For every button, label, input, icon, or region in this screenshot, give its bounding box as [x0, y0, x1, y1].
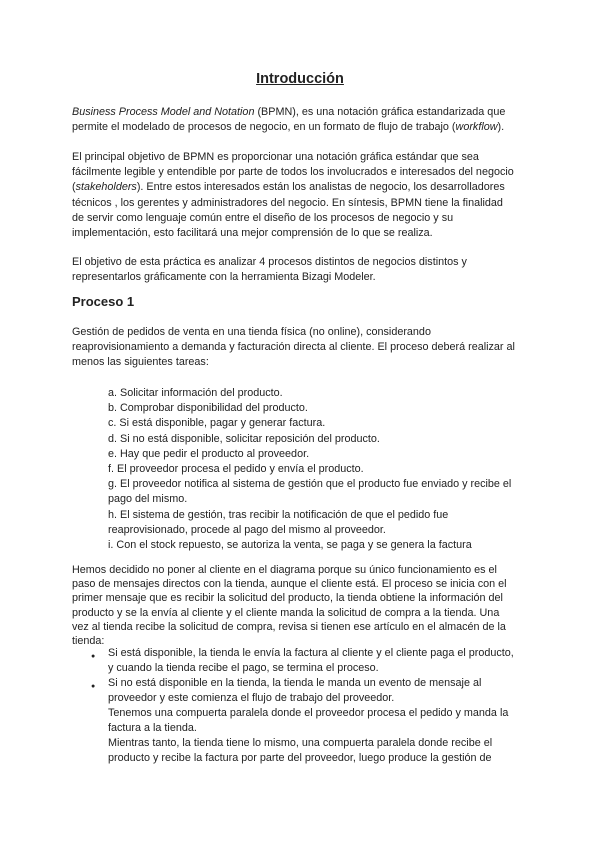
text-line: d. Si no está disponible, solicitar reposición del producto. — [108, 432, 380, 445]
text-line: fácilmente legible y entendible por parte de todos los involucrados e interesados del negocio — [72, 166, 514, 179]
text: ). — [497, 121, 505, 134]
text-line: representarlos gráficamente con la herramienta Bizagi Modeler. — [72, 271, 376, 284]
text-line: h. El sistema de gestión, tras recibir la notificación de que el pedido fue — [108, 508, 449, 521]
text-line: factura a la tienda. — [108, 722, 197, 734]
text-line: y cuando la tienda recibe el pago, se termina el proceso. — [108, 662, 379, 674]
proceso-description — [72, 325, 515, 371]
bullet-item — [91, 676, 514, 766]
text-line: g. El proveedor notifica al sistema de gestión que el producto fue enviado y recibe el — [108, 478, 512, 491]
text-line: paso de mensajes directos con la tienda, aunque el cliente está. El proceso se inicia con el — [72, 578, 507, 591]
text-line: e. Hay que pedir el producto al proveedor. — [108, 447, 310, 460]
explanation-paragraph — [72, 563, 507, 648]
text-line: f. El proveedor procesa el pedido y envía el producto. — [108, 463, 364, 476]
intro-paragraph-2 — [72, 150, 514, 241]
text-line: tienda: — [72, 635, 105, 648]
text-line: de servir como lenguaje común entre el diseño de los procesos de negocio y su — [72, 211, 454, 224]
text-line: b. Comprobar disponibilidad del producto. — [108, 402, 308, 415]
text-line: técnicos , los gerentes y administradores del negocio. En síntesis, BPMN tiene la finalidad — [72, 196, 503, 209]
text-line: a. Solicitar información del producto. — [108, 387, 283, 399]
intro-paragraph-1 — [72, 105, 505, 135]
section-heading-proceso-1: Proceso 1 — [72, 294, 135, 309]
text-line: El objetivo de esta práctica es analizar 4 procesos distintos de negocios distintos y — [72, 256, 467, 268]
text-line: Tenemos una compuerta paralela donde el proveedor procesa el pedido y manda la — [108, 707, 509, 719]
text: ). Entre estos interesados están los analistas de negocio, los desarrolladores — [136, 181, 505, 194]
text-line: Si está disponible, la tienda le envía la factura al cliente y el cliente paga el producto, — [108, 647, 514, 659]
task-list — [108, 386, 511, 553]
stakeholders-term: stakeholders — [75, 181, 137, 194]
text-line: proveedor y este comienza el flujo de trabajo del proveedor. — [108, 692, 395, 704]
text-line: Si no está disponible en la tienda, la tienda le manda un evento de mensaje al — [108, 677, 482, 689]
bpmn-term: Business Process Model and Notation — [72, 106, 255, 118]
text-line: producto y se la envía al cliente y el cliente manda la solicitud de compra a la tienda. Una — [72, 606, 500, 619]
text-line: El principal objetivo de BPMN es proporcionar una notación gráfica estándar que sea — [72, 151, 479, 163]
bullet-list — [91, 646, 514, 766]
text-line: i. Con el stock repuesto, se autoriza la venta, se paga y se genera la factura — [108, 539, 472, 552]
text-line: producto y recibe la factura por parte del proveedor, luego produce la gestión de — [108, 752, 492, 764]
page-title: Introducción — [256, 71, 344, 87]
text-line: implementación, esto facilitará una mejor comprensión de lo que se realiza. — [72, 227, 433, 240]
text-line: reaprovisionado, procede al pago del mismo al proveedor. — [108, 523, 386, 536]
text-line: vez al tienda recibe la solicitud de compra, revisa si tienen ese artículo en el almacén de la — [72, 620, 506, 633]
workflow-term: workflow — [455, 121, 498, 134]
text-line: Mientras tanto, la tienda tiene lo mismo, una compuerta paralela donde recibe el — [108, 737, 493, 749]
text-line: pago del mismo. — [108, 493, 188, 506]
text: ( — [72, 181, 76, 194]
text-line: primer mensaje que es recibir la solicitud del producto, la tienda obtiene la información del — [72, 592, 503, 605]
text-line: reaprovisionamiento a demanda y facturación directa al cliente. El proceso deberá realizar al — [72, 341, 515, 354]
bullet-icon: ● — [91, 653, 96, 660]
text-line: menos las siguientes tareas: — [72, 356, 209, 369]
bullet-item — [91, 646, 514, 676]
text-line: Gestión de pedidos de venta en una tienda física (no online), considerando — [72, 326, 431, 338]
bullet-icon: ● — [91, 683, 96, 690]
text: (BPMN), es una notación gráfica estandarizada que — [254, 106, 506, 118]
text-line: c. Si está disponible, pagar y generar factura. — [108, 417, 326, 430]
text: permite el modelado de procesos de negocio, en un formato de flujo de trabajo ( — [72, 121, 456, 134]
text-line: Hemos decidido no poner al cliente en el diagrama porque su único funcionamiento es el — [72, 564, 497, 576]
intro-paragraph-3 — [72, 255, 467, 285]
